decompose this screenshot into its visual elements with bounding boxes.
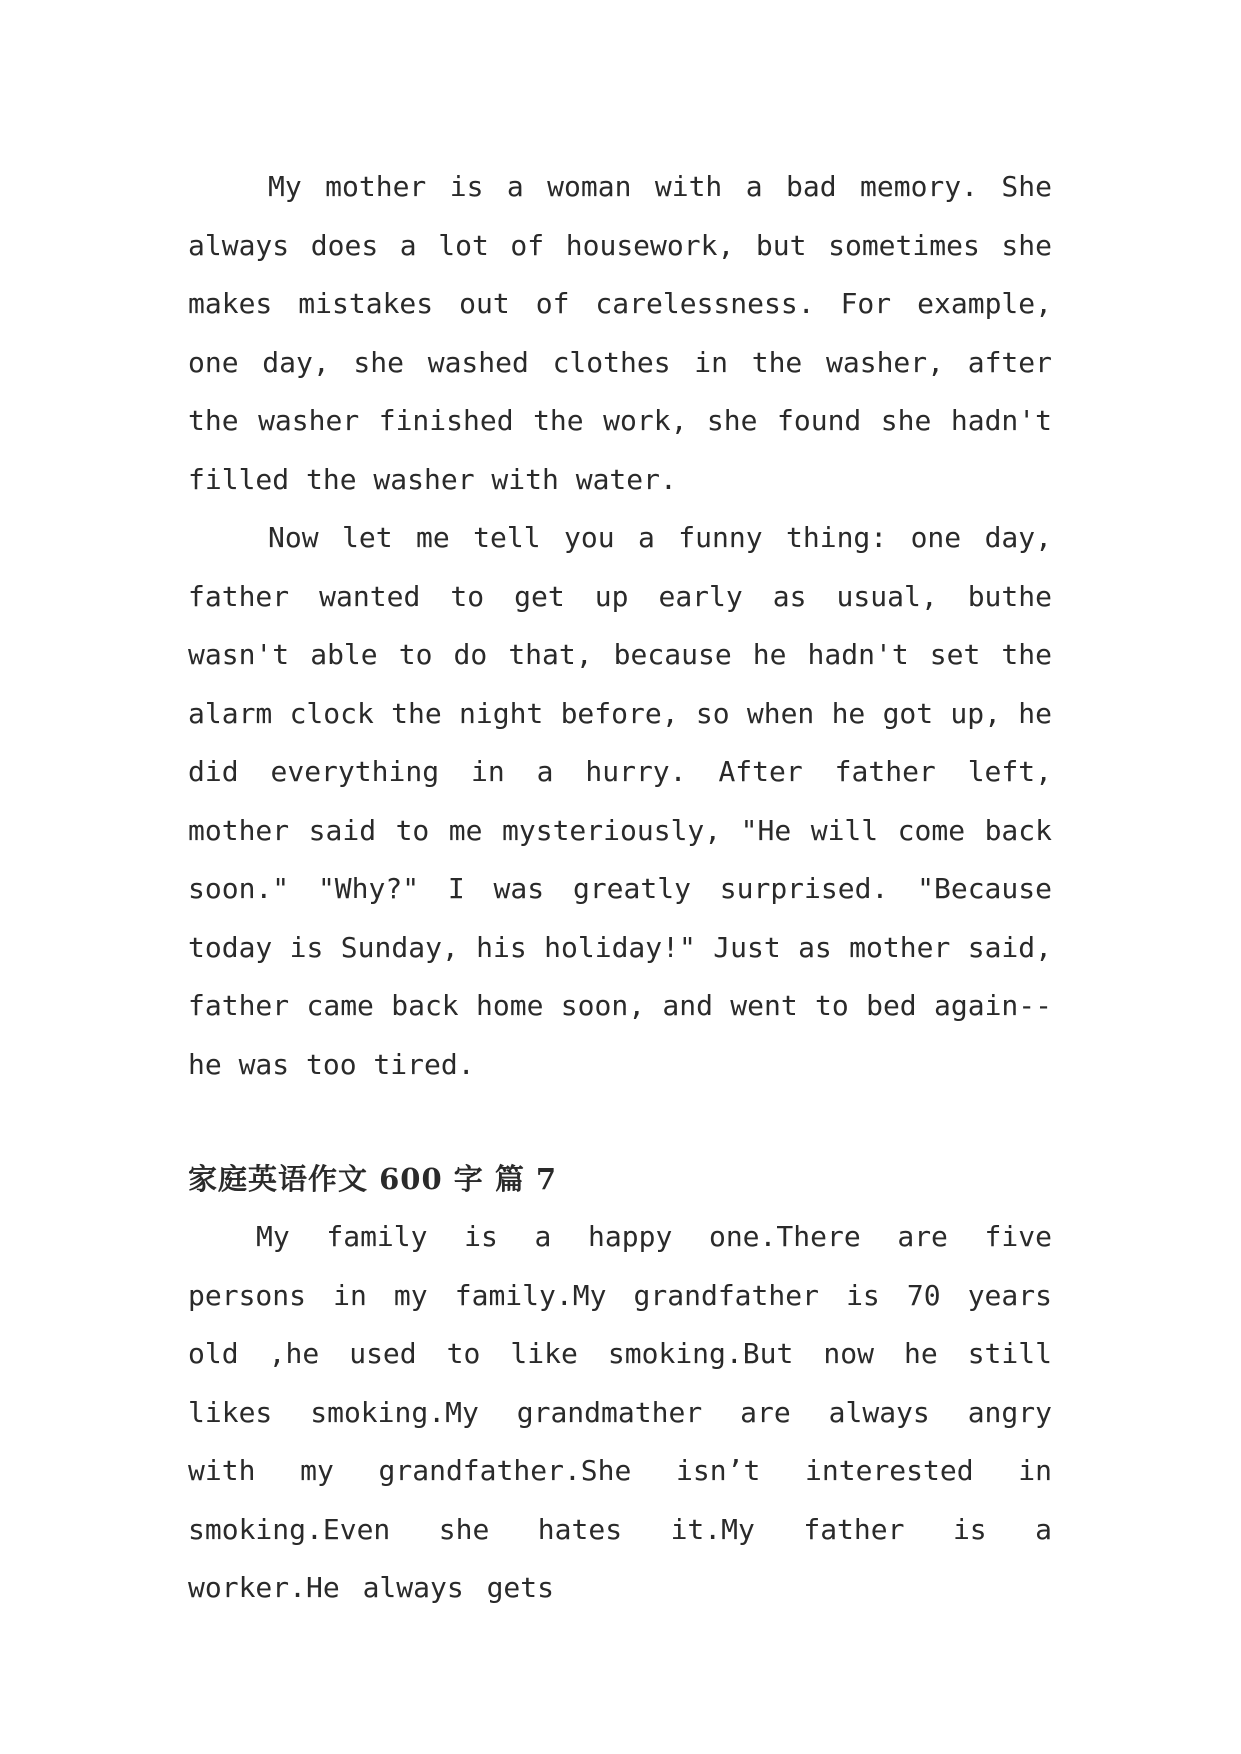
paragraph-mother-memory: My mother is a woman with a bad memory. She always does a lot of housework, but sometimes she makes mistakes out of carelessness. For example, one day, she washed clothes in the washer, after the washer finished the work, she found she hadn't filled the washer with water.: [188, 170, 1052, 496]
paragraph-happy-family: My family is a happy one.There are five persons in my family.My grandfather is 70 years old ,he used to like smoking.But now he still likes smoking.My grandmather are always angry with my grandfather.She isn’t interested in smoking.Even she hates it.My father is a worker.He always gets: [188, 1220, 1052, 1604]
paragraph-funny-thing: Now let me tell you a funny thing: one day, father wanted to get up early as usual, buthe wasn't able to do that, because he hadn't set the alarm clock the night before, so when he got up, he did everything in a hurry. After father left, mother said to me mysteriously, "He will come back soon." "Why?" I was greatly surprised. "Because today is Sunday, his holiday!" Just as mother said, father came back home soon, and went to bed again--he was too tired.: [188, 521, 1052, 1081]
document-body: [188, 158, 1052, 1618]
section-heading: 家庭英语作文 600 字 篇 7: [188, 1162, 558, 1196]
